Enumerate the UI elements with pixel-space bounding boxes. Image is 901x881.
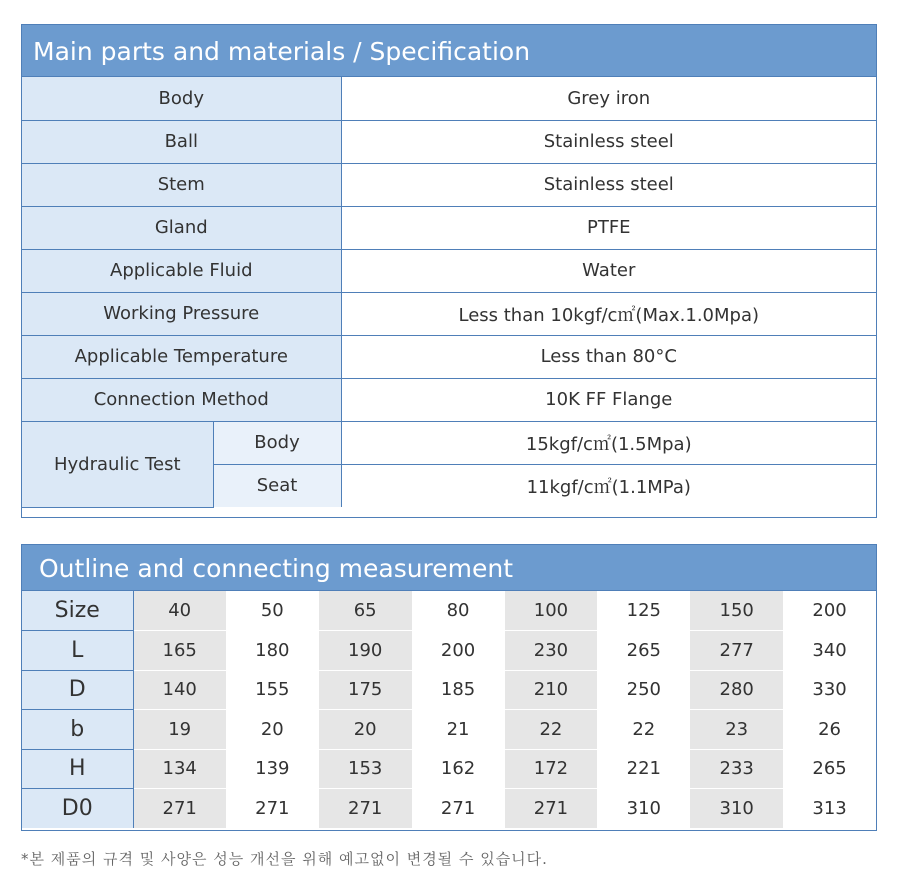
measurement-cell: 221 [597,749,690,789]
measurement-cell: 230 [505,631,598,671]
measurement-cell: 162 [412,749,505,789]
measurement-row-label: L [22,631,133,671]
measurement-cell: 175 [319,670,412,710]
measurement-cell: 271 [226,789,319,829]
measurement-row-label: b [22,710,133,750]
measurement-cell: 165 [133,631,226,671]
measurement-cell: 134 [133,749,226,789]
measurement-row [22,591,876,631]
measurement-cell: 26 [783,710,876,750]
measurement-row [22,710,876,750]
footnote: *본 제품의 규격 및 사양은 성능 개선을 위해 예고없이 변경될 수 있습니다. [21,850,548,868]
measurement-cell: 190 [319,631,412,671]
measurement-cell: 125 [597,591,690,631]
spec-row [22,120,876,163]
measurement-cell: 185 [412,670,505,710]
spec-row [22,335,876,378]
measurement-cell: 310 [597,789,690,829]
measurement-cell: 200 [783,591,876,631]
spec-value: Less than 80°C [341,335,876,378]
measurement-cell: 80 [412,591,505,631]
spec-label: Stem [22,163,341,206]
measurement-cell: 21 [412,710,505,750]
measurement-cell: 140 [133,670,226,710]
spec-value: PTFE [341,206,876,249]
measurement-row-label: D [22,670,133,710]
measurement-cell: 200 [412,631,505,671]
spec-value: Water [341,249,876,292]
spec-value: Stainless steel [341,163,876,206]
spec-row-hydraulic-body [22,421,876,464]
hydraulic-body-label: Body [213,421,341,464]
measurement-section-title: Outline and connecting measurement [22,545,876,591]
spec-row [22,249,876,292]
measurement-cell: 100 [505,591,598,631]
measurement-row [22,670,876,710]
measurement-cell: 277 [690,631,783,671]
measurement-row [22,789,876,829]
measurement-cell: 65 [319,591,412,631]
spec-row [22,77,876,120]
spec-row [22,378,876,421]
measurement-cell: 22 [505,710,598,750]
spec-label: Body [22,77,341,120]
measurement-cell: 271 [505,789,598,829]
hydraulic-body-value: 15kgf/c㎡(1.5Mpa) [341,421,876,464]
measurement-cell: 150 [690,591,783,631]
spec-value: Grey iron [341,77,876,120]
measurement-table [22,591,876,828]
measurement-row [22,749,876,789]
measurement-cell: 210 [505,670,598,710]
spec-value: Less than 10kgf/c㎡(Max.1.0Mpa) [341,292,876,335]
measurement-cell: 271 [133,789,226,829]
measurement-cell: 180 [226,631,319,671]
measurement-row [22,631,876,671]
measurement-cell: 280 [690,670,783,710]
measurement-cell: 265 [597,631,690,671]
measurement-cell: 153 [319,749,412,789]
measurement-cell: 20 [226,710,319,750]
spec-row [22,292,876,335]
measurement-cell: 265 [783,749,876,789]
hydraulic-seat-value: 11kgf/c㎡(1.1MPa) [341,464,876,507]
spec-value: 10K FF Flange [341,378,876,421]
measurement-row-label: Size [22,591,133,631]
spec-row [22,206,876,249]
measurement-cell: 340 [783,631,876,671]
measurement-cell: 19 [133,710,226,750]
spec-section-title: Main parts and materials / Specification [22,25,876,77]
measurement-cell: 271 [412,789,505,829]
measurement-cell: 155 [226,670,319,710]
spec-label: Ball [22,120,341,163]
spec-label: Applicable Fluid [22,249,341,292]
measurement-row-label: D0 [22,789,133,829]
spec-label: Applicable Temperature [22,335,341,378]
measurement-cell: 310 [690,789,783,829]
spec-row [22,163,876,206]
measurement-cell: 40 [133,591,226,631]
measurement-cell: 22 [597,710,690,750]
spec-label: Working Pressure [22,292,341,335]
measurement-section [21,544,877,831]
hydraulic-seat-label: Seat [213,464,341,507]
spec-value: Stainless steel [341,120,876,163]
measurement-cell: 172 [505,749,598,789]
measurement-cell: 233 [690,749,783,789]
measurement-cell: 250 [597,670,690,710]
spec-label: Gland [22,206,341,249]
measurement-cell: 23 [690,710,783,750]
measurement-row-label: H [22,749,133,789]
measurement-cell: 330 [783,670,876,710]
measurement-cell: 50 [226,591,319,631]
spec-label: Connection Method [22,378,341,421]
spec-section [21,24,877,518]
measurement-cell: 139 [226,749,319,789]
measurement-cell: 313 [783,789,876,829]
hydraulic-test-label: Hydraulic Test [22,421,213,507]
measurement-cell: 271 [319,789,412,829]
spec-table [22,77,876,508]
measurement-cell: 20 [319,710,412,750]
